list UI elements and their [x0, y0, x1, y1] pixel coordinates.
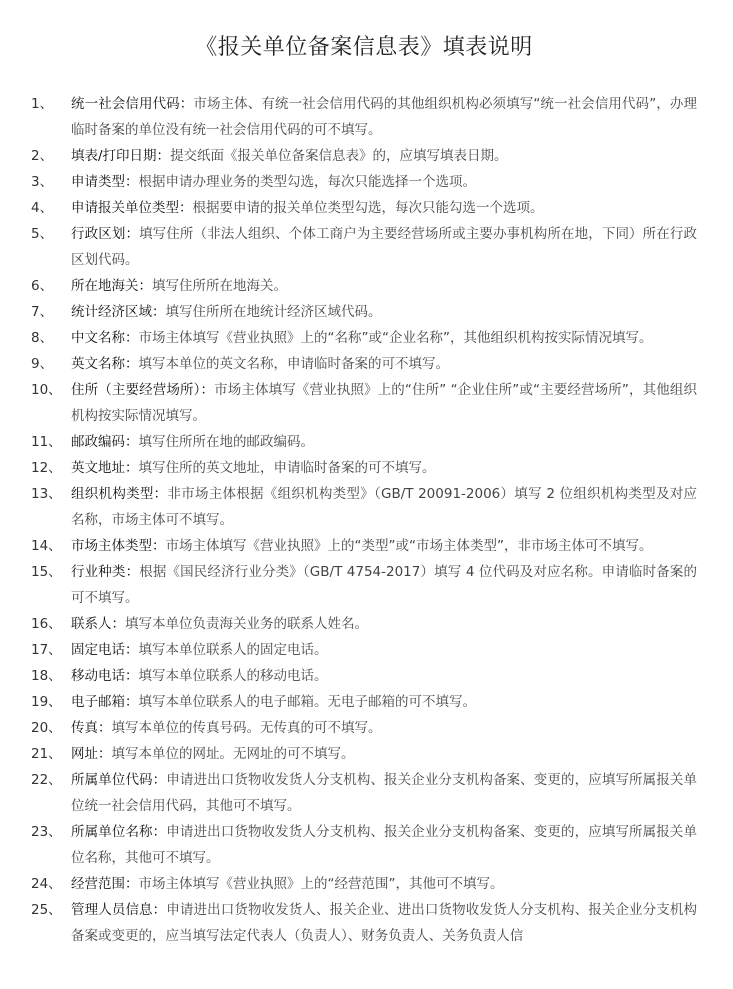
item-body	[71, 195, 697, 221]
item-label: 行业种类：	[71, 564, 140, 580]
item-description: 非市场主体根据《组织机构类型》（GB/T 20091-2006）填写 2 位组织机构类型及对应名称，市场主体可不填写。	[71, 486, 698, 528]
item-body	[71, 429, 697, 455]
item-description: 申请进出口货物收发货人、报关企业、进出口货物收发货人分支机构、报关企业分支机构备案或变更的，应当填写法定代表人（负责人）、财务负责人、关务负责人信	[71, 902, 698, 944]
item-label: 英文地址：	[71, 460, 139, 476]
list-item	[31, 715, 697, 741]
item-body	[71, 715, 697, 741]
item-label: 所属单位名称：	[71, 824, 167, 840]
item-number: 24、	[31, 876, 62, 892]
list-item	[31, 273, 697, 299]
item-label: 市场主体类型：	[71, 538, 166, 554]
item-number: 4、	[31, 200, 54, 216]
item-body	[71, 611, 697, 637]
item-body	[71, 533, 697, 559]
item-label: 组织机构类型：	[71, 486, 168, 502]
list-item	[31, 897, 697, 949]
item-number: 12、	[31, 460, 62, 476]
item-number: 19、	[31, 694, 62, 710]
item-description: 填写本单位负责海关业务的联系人姓名。	[125, 616, 368, 632]
item-body	[71, 897, 697, 949]
item-number: 20、	[31, 720, 62, 736]
item-description: 根据《国民经济行业分类》（GB/T 4754-2017）填写 4 位代码及对应名称。申请临时备案的可不填写。	[71, 564, 697, 606]
list-item	[31, 741, 697, 767]
item-number: 16、	[31, 616, 62, 632]
item-description: 提交纸面《报关单位备案信息表》的，应填写填表日期。	[170, 148, 508, 164]
item-number: 18、	[31, 668, 62, 684]
item-number: 5、	[31, 226, 54, 242]
list-item	[31, 819, 697, 871]
list-item	[31, 325, 697, 351]
item-body	[71, 767, 697, 819]
item-description: 填写本单位联系人的固定电话。	[138, 642, 328, 658]
item-body	[71, 637, 697, 663]
item-number: 17、	[31, 642, 62, 658]
item-label: 电子邮箱：	[71, 694, 139, 710]
instruction-list	[31, 91, 697, 949]
item-body	[71, 143, 697, 169]
list-item	[31, 351, 697, 377]
item-number: 1、	[31, 96, 54, 112]
item-body	[71, 221, 697, 273]
list-item	[31, 377, 697, 429]
item-label: 行政区划：	[71, 226, 140, 242]
item-label: 经营范围：	[71, 876, 139, 892]
list-item	[31, 169, 697, 195]
list-item	[31, 429, 697, 455]
item-label: 网址：	[71, 746, 112, 762]
item-description: 填写本单位联系人的移动电话。	[138, 668, 328, 684]
item-number: 13、	[31, 486, 62, 502]
item-description: 申请进出口货物收发货人分支机构、报关企业分支机构备案、变更的，应填写所属报关单位名称，其他可不填写。	[71, 824, 698, 866]
item-description: 填写本单位的传真号码。无传真的可不填写。	[111, 720, 382, 736]
item-label: 联系人：	[71, 616, 125, 632]
item-label: 管理人员信息：	[71, 902, 167, 918]
item-number: 2、	[31, 148, 54, 164]
item-body	[71, 481, 697, 533]
item-description: 市场主体填写《营业执照》上的“住所” “企业住所”或“主要经营场所”，其他组织机构按实际情况填写。	[71, 382, 697, 424]
item-description: 填写本单位的网址。无网址的可不填写。	[111, 746, 355, 762]
item-body	[71, 351, 697, 377]
item-label: 所属单位代码：	[71, 772, 167, 788]
item-label: 申请报关单位类型：	[71, 200, 193, 216]
item-label: 统一社会信用代码：	[71, 96, 194, 112]
list-item	[31, 559, 697, 611]
list-item	[31, 221, 697, 273]
item-label: 住所（主要经营场所）：	[71, 382, 215, 398]
item-description: 填写住所所在地的邮政编码。	[138, 434, 314, 450]
item-label: 英文名称：	[71, 356, 139, 372]
item-body	[71, 871, 697, 897]
item-body	[71, 663, 697, 689]
item-body	[71, 455, 697, 481]
item-label: 移动电话：	[71, 668, 139, 684]
item-number: 14、	[31, 538, 62, 554]
item-description: 根据申请办理业务的类型勾选，每次只能选择一个选项。	[138, 174, 476, 190]
list-item	[31, 663, 697, 689]
item-description: 市场主体填写《营业执照》上的“类型”或“市场主体类型”，非市场主体可不填写。	[165, 538, 653, 554]
item-body	[71, 819, 697, 871]
item-label: 统计经济区域：	[71, 304, 166, 320]
list-item	[31, 455, 697, 481]
item-label: 中文名称：	[71, 330, 139, 346]
item-label: 所在地海关：	[71, 278, 152, 294]
item-description: 市场主体填写《营业执照》上的“经营范围”，其他可不填写。	[138, 876, 504, 892]
item-description: 填写本单位的英文名称，申请临时备案的可不填写。	[138, 356, 449, 372]
list-item	[31, 767, 697, 819]
item-body	[71, 325, 697, 351]
item-body	[71, 559, 697, 611]
item-number: 3、	[31, 174, 54, 190]
item-number: 7、	[31, 304, 54, 320]
item-label: 填表/打印日期：	[71, 148, 171, 164]
list-item	[31, 689, 697, 715]
item-description: 填写本单位联系人的电子邮箱。无电子邮箱的可不填写。	[138, 694, 476, 710]
item-body	[71, 91, 697, 143]
item-description: 根据要申请的报关单位类型勾选，每次只能勾选一个选项。	[192, 200, 544, 216]
item-body	[71, 377, 697, 429]
item-number: 21、	[31, 746, 62, 762]
list-item	[31, 611, 697, 637]
item-number: 25、	[31, 902, 62, 918]
item-description: 填写住所的英文地址，申请临时备案的可不填写。	[138, 460, 436, 476]
item-label: 传真：	[71, 720, 112, 736]
item-description: 市场主体填写《营业执照》上的“名称”或“企业名称”，其他组织机构按实际情况填写。	[138, 330, 653, 346]
item-number: 10、	[31, 382, 62, 398]
item-label: 申请类型：	[71, 174, 139, 190]
page-title: 《报关单位备案信息表》填表说明	[195, 35, 533, 60]
item-description: 填写住所（非法人组织、个体工商户为主要经营场所或主要办事机构所在地，下同）所在行政区划代码。	[71, 226, 698, 268]
item-label: 固定电话：	[71, 642, 139, 658]
list-item	[31, 299, 697, 325]
item-number: 23、	[31, 824, 62, 840]
list-item	[31, 195, 697, 221]
item-body	[71, 299, 697, 325]
item-description: 申请进出口货物收发货人分支机构、报关企业分支机构备案、变更的，应填写所属报关单位统一社会信用代码，其他可不填写。	[71, 772, 698, 814]
item-description: 填写住所所在地统计经济区域代码。	[165, 304, 382, 320]
item-description: 市场主体、有统一社会信用代码的其他组织机构必须填写“统一社会信用代码”，办理临时备案的单位没有统一社会信用代码的可不填写。	[71, 96, 697, 138]
item-body	[71, 689, 697, 715]
list-item	[31, 143, 697, 169]
item-number: 9、	[31, 356, 54, 372]
list-item	[31, 637, 697, 663]
list-item	[31, 91, 697, 143]
item-label: 邮政编码：	[71, 434, 139, 450]
item-number: 15、	[31, 564, 62, 580]
item-number: 22、	[31, 772, 62, 788]
item-number: 6、	[31, 278, 54, 294]
item-number: 11、	[31, 434, 62, 450]
item-body	[71, 273, 697, 299]
list-item	[31, 481, 697, 533]
item-body	[71, 741, 697, 767]
list-item	[31, 871, 697, 897]
item-number: 8、	[31, 330, 54, 346]
item-body	[71, 169, 697, 195]
list-item	[31, 533, 697, 559]
item-description: 填写住所所在地海关。	[152, 278, 287, 294]
